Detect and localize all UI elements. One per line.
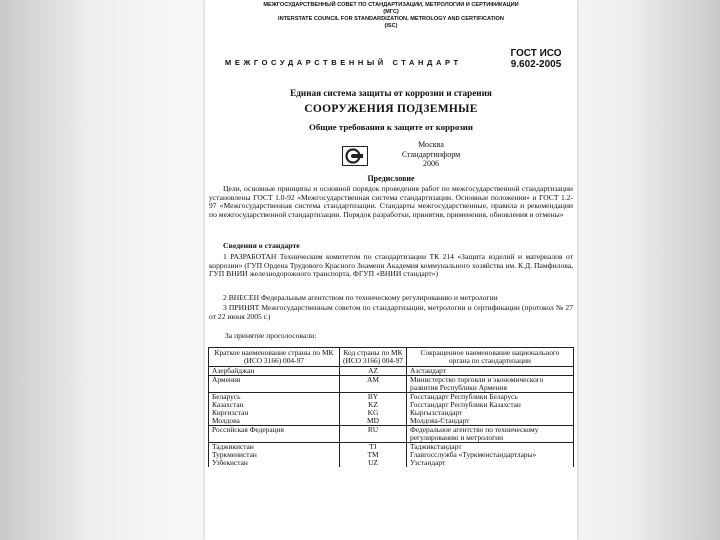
table-cell-code: MD bbox=[340, 417, 407, 426]
interstate-standard-label: МЕЖГОСУДАРСТВЕННЫЙ СТАНДАРТ bbox=[225, 58, 462, 67]
council-name-ru: МЕЖГОСУДАРСТВЕННЫЙ СОВЕТ ПО СТАНДАРТИЗАЦИИ, МЕТРОЛОГИИ И СЕРТИФИКАЦИИ bbox=[263, 2, 519, 8]
table-cell-code: KZ bbox=[340, 401, 407, 409]
foreword-text: Цели, основные принципы и основной порядок проведения работ по межгосударственной стандартизации установлены ГОСТ 1.0-92 «Межгосударственная система стандартизации. Основные положения» и ГОСТ 1.2-97 «Межгосударственная система стандартизации. Стандарты межгосударственные, правила и рекомендации по межгосударственной стандартизации. Порядок разработки, принятия, применения, обновления и отмены» bbox=[209, 184, 573, 219]
table-cell-country: Киргизстан bbox=[209, 409, 340, 417]
table-row bbox=[209, 451, 574, 459]
table-header-row bbox=[209, 348, 574, 367]
table-cell-body: Таджикстандарт bbox=[407, 443, 574, 452]
table-cell-country: Армения bbox=[209, 376, 340, 393]
table-cell-body: Кыргызстандарт bbox=[407, 409, 574, 417]
document-subtitle: Общие требования к защите от коррозии bbox=[309, 122, 473, 132]
table-cell-body: Главгосслужба «Туркменстандартлары» bbox=[407, 451, 574, 459]
council-abbr-ru: (МГС) bbox=[383, 9, 399, 15]
about-item-2: 2 ВНЕСЕН Федеральным агентством по техническому регулированию и метрологии bbox=[223, 293, 498, 302]
table-cell-code: AM bbox=[340, 376, 407, 393]
publisher-city: Москва bbox=[418, 140, 444, 149]
table-row bbox=[209, 426, 574, 443]
publisher-name: Стандартинформ bbox=[401, 149, 461, 159]
table-cell-code: TM bbox=[340, 451, 407, 459]
table-cell-country: Узбекистан bbox=[209, 459, 340, 467]
table-header-code: Код страны по МК (ИСО 3166) 004-97 bbox=[340, 348, 407, 367]
gost-designation bbox=[501, 48, 571, 70]
about-item-1: 1 РАЗРАБОТАН Техническим комитетом по стандартизации ТК 214 «Защита изделий и материалов от коррозии» (ГУП Ордена Трудового Красного Знамени Академия коммунального хозяйства им. К.Д. Памфилова, ГУП ВНИИ железнодорожного транспорта, ФГУП «ВНИИ стандарт») bbox=[209, 252, 573, 279]
table-cell-body: Министерство торговли и экономического развития Республики Армения bbox=[407, 376, 574, 393]
table-cell-body: Госстандарт Республики Беларусь bbox=[407, 393, 574, 402]
document-page bbox=[205, 0, 577, 540]
foreword-heading: Предисловие bbox=[367, 174, 415, 183]
table-cell-country: Таджикистан bbox=[209, 443, 340, 452]
about-heading: Сведения о стандарте bbox=[223, 241, 300, 250]
table-cell-code: AZ bbox=[340, 367, 407, 376]
table-cell-body: Азстандарт bbox=[407, 367, 574, 376]
table-cell-body: Федеральное агентство по техническому регулированию и метрологии bbox=[407, 426, 574, 443]
table-cell-code: TJ bbox=[340, 443, 407, 452]
table-cell-country: Азербайджан bbox=[209, 367, 340, 376]
table-row bbox=[209, 409, 574, 417]
countries-table bbox=[208, 347, 574, 467]
publisher-block bbox=[245, 140, 577, 169]
voted-label: За принятие проголосовали: bbox=[225, 331, 317, 340]
gost-label: ГОСТ ИСО bbox=[510, 48, 562, 59]
table-cell-code: UZ bbox=[340, 459, 407, 467]
council-name-en: INTERSTATE COUNCIL FOR STANDARDIZATION, METROLOGY AND CERTIFICATION bbox=[278, 16, 504, 22]
document-title: СООРУЖЕНИЯ ПОДЗЕМНЫЕ bbox=[304, 103, 478, 115]
table-cell-code: KG bbox=[340, 409, 407, 417]
gost-number: 9.602-2005 bbox=[510, 59, 562, 70]
table-row bbox=[209, 376, 574, 393]
table-cell-body: Госстандарт Республики Казахстан bbox=[407, 401, 574, 409]
table-cell-country: Туркменистан bbox=[209, 451, 340, 459]
table-cell-country: Российская Федерация bbox=[209, 426, 340, 443]
table-cell-country: Беларусь bbox=[209, 393, 340, 402]
publisher-year: 2006 bbox=[423, 159, 439, 168]
about-item-3: 3 ПРИНЯТ Межгосударственным советом по стандартизации, метрологии и сертификации (протокол № 27 от 22 июня 2005 г.) bbox=[209, 303, 573, 321]
table-cell-country: Молдова bbox=[209, 417, 340, 426]
table-row bbox=[209, 459, 574, 467]
table-cell-code: RU bbox=[340, 426, 407, 443]
series-title: Единая система защиты от коррозии и старения bbox=[290, 88, 492, 98]
table-header-country: Краткое наименование страны по МК (ИСО 3166) 004-97 bbox=[209, 348, 340, 367]
table-cell-country: Казахстан bbox=[209, 401, 340, 409]
table-cell-body: Молдова-Стандарт bbox=[407, 417, 574, 426]
table-header-body: Сокращенное наименование национального органа по стандартизации bbox=[407, 348, 574, 367]
table-row bbox=[209, 401, 574, 409]
council-abbr-en: (ISC) bbox=[384, 23, 398, 29]
table-cell-body: Узстандарт bbox=[407, 459, 574, 467]
table-cell-code: BY bbox=[340, 393, 407, 402]
